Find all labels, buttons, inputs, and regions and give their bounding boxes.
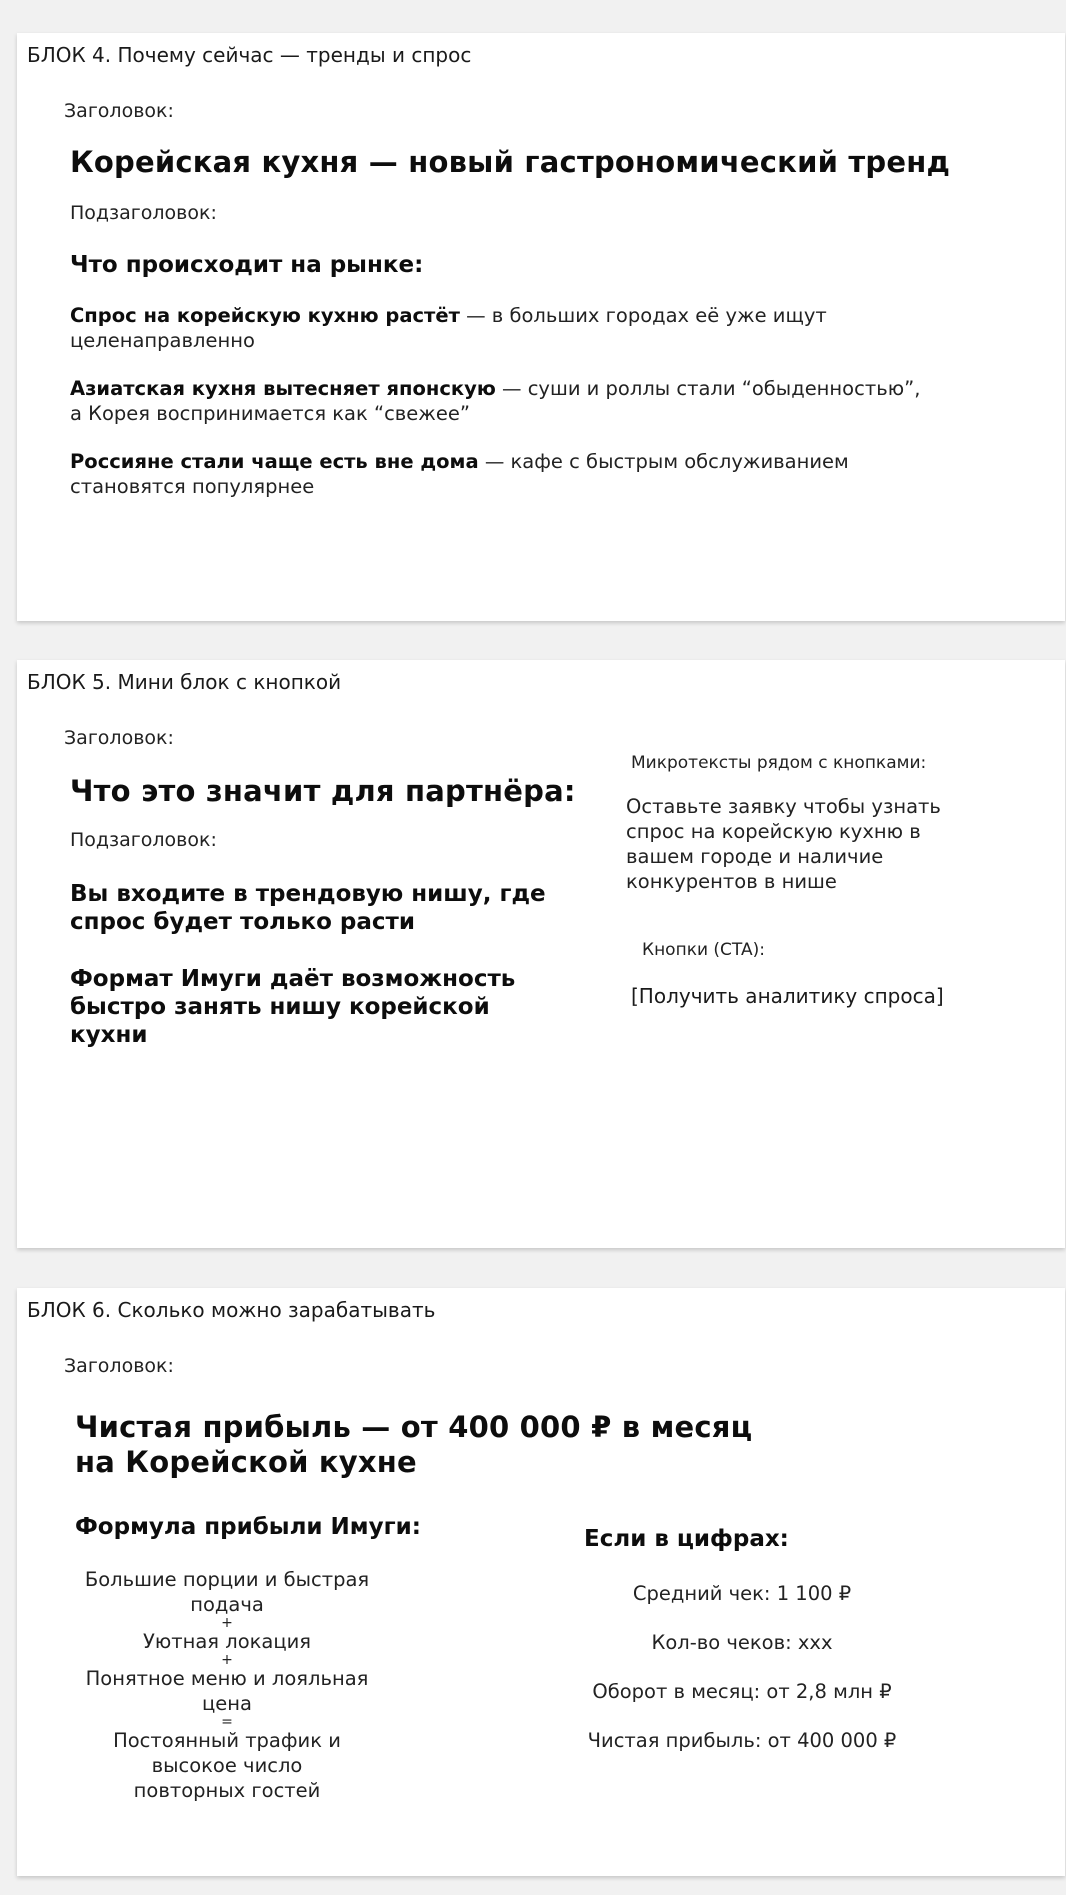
- equals-sign: =: [221, 1714, 233, 1730]
- heading-label: Заголовок:: [64, 100, 174, 122]
- market-point: [70, 303, 930, 353]
- formula-result: Постоянный трафик и высокое число повторных гостей: [113, 1729, 341, 1802]
- micro-label: Микротексты рядом с кнопками:: [631, 753, 927, 773]
- slide-block-6: [17, 1288, 1065, 1876]
- market-point-text: — в больших городах её уже ищут целенаправленно: [70, 304, 827, 352]
- market-point: [70, 376, 930, 426]
- heading-line-2: на Корейской кухне: [75, 1445, 417, 1479]
- market-point: [70, 449, 930, 499]
- subheading-2: Формат Имуги даёт возможность быстро занять нишу корейской кухни: [70, 966, 516, 1048]
- number-row: Кол-во чеков: ххх: [651, 1631, 833, 1654]
- subheading-label: Подзаголовок:: [70, 202, 217, 224]
- market-point-text: — суши и роллы стали “обыденностью”, а Корея воспринимается как “свежее”: [70, 377, 921, 425]
- number-row: Чистая прибыль: от 400 000 ₽: [587, 1729, 897, 1752]
- subheading-1: Вы входите в трендовую нишу, где спрос будет только расти: [70, 881, 546, 935]
- formula: [77, 1567, 377, 1803]
- plus-sign: +: [221, 1615, 233, 1631]
- market-point-bold: Спрос на корейскую кухню растёт: [70, 304, 460, 327]
- subheading: Что происходит на рынке:: [70, 252, 424, 278]
- number-row: Оборот в месяц: от 2,8 млн ₽: [592, 1680, 892, 1703]
- heading-label: Заголовок:: [64, 1355, 174, 1377]
- market-point-bold: Азиатская кухня вытесняет японскую: [70, 377, 496, 400]
- formula-item: Уютная локация: [142, 1630, 312, 1653]
- market-point-text: — кафе с быстрым обслуживанием становятся популярнее: [70, 450, 849, 498]
- block-title: БЛОК 6. Сколько можно зарабатывать: [27, 1298, 436, 1322]
- block-title: БЛОК 4. Почему сейчас — тренды и спрос: [27, 43, 472, 67]
- numbers-title: Если в цифрах:: [584, 1526, 789, 1552]
- slide-block-5: [17, 660, 1065, 1248]
- plus-sign: +: [221, 1652, 233, 1668]
- number-row: Средний чек: 1 100 ₽: [632, 1582, 852, 1605]
- formula-title: Формула прибыли Имуги:: [75, 1514, 421, 1540]
- get-demand-analytics-button[interactable]: [Получить аналитику спроса]: [631, 984, 944, 1008]
- market-point-bold: Россияне стали чаще есть вне дома: [70, 450, 479, 473]
- micro-text: Оставьте заявку чтобы узнать спрос на корейскую кухню в вашем городе и наличие конкурентов в нише: [626, 795, 941, 893]
- heading: Что это значит для партнёра:: [70, 774, 576, 808]
- subheading-label: Подзаголовок:: [70, 829, 217, 851]
- heading-label: Заголовок:: [64, 727, 174, 749]
- heading: Корейская кухня — новый гастрономический тренд: [70, 145, 951, 179]
- heading-line-1: Чистая прибыль — от 400 000 ₽ в месяц: [75, 1410, 753, 1444]
- slide-block-4: [17, 33, 1065, 621]
- formula-item: Большие порции и быстрая подача: [84, 1568, 370, 1616]
- buttons-label: Кнопки (CTA):: [642, 940, 765, 960]
- block-title: БЛОК 5. Мини блок с кнопкой: [27, 670, 342, 694]
- formula-item: Понятное меню и лояльная цена: [85, 1667, 369, 1715]
